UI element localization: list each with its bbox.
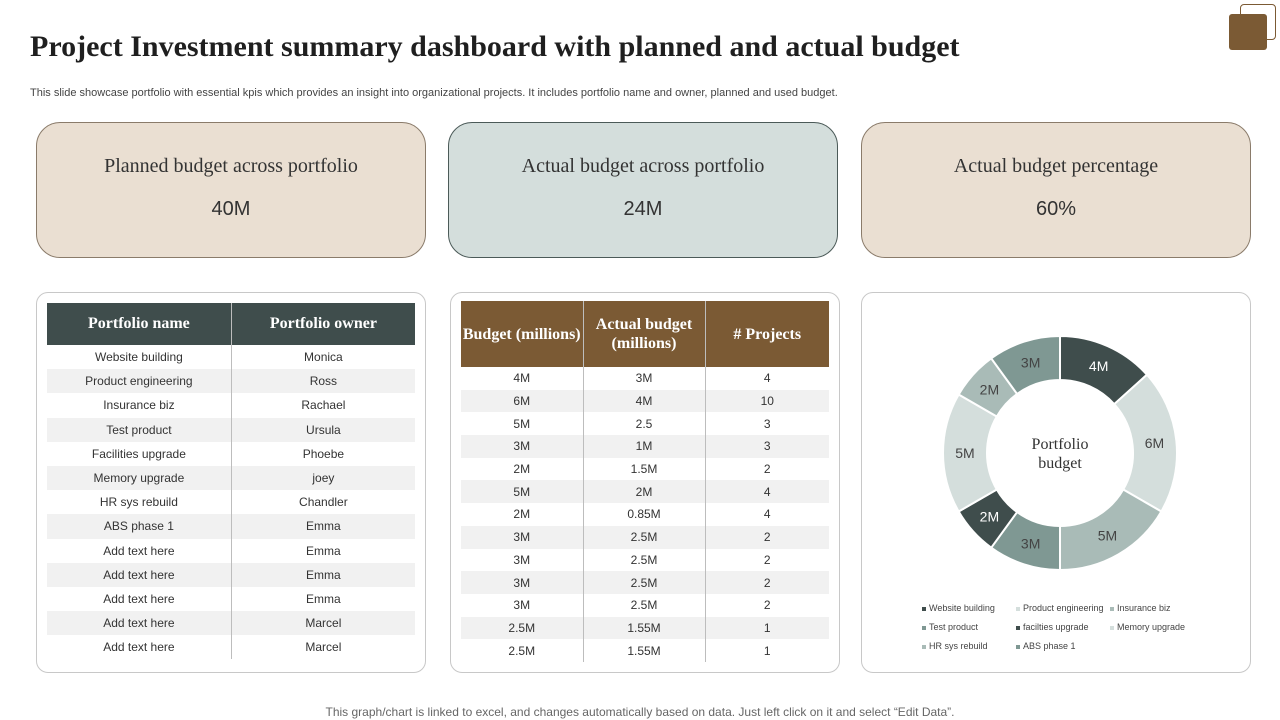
table-cell: Ross	[231, 369, 415, 393]
budget-panel	[450, 292, 840, 673]
legend-swatch	[1110, 607, 1114, 611]
legend-item	[1110, 622, 1185, 632]
slice-label: 3M	[1020, 354, 1041, 371]
chart-panel	[861, 292, 1251, 673]
legend-swatch	[1016, 645, 1020, 649]
table-row	[47, 466, 415, 490]
table-cell: Add text here	[47, 563, 231, 587]
legend-item	[1016, 622, 1089, 632]
table-cell: 2	[763, 552, 771, 567]
legend-label: Test product	[929, 622, 979, 632]
table-cell: Monica	[304, 350, 343, 365]
page-subtitle: This slide showcase portfolio with essential kpis which provides an insight into organizational projects. It includes portfolio name and owner, planned and used budget.	[30, 87, 838, 99]
table-cell: 2	[763, 598, 771, 613]
slice-label: 3M	[1020, 535, 1041, 552]
slice-label: 2M	[979, 508, 1000, 525]
corner-square-decoration	[1229, 14, 1267, 50]
legend-label: Insurance biz	[1117, 603, 1171, 613]
table-cell: 2.5M	[461, 639, 583, 662]
legend-item	[922, 603, 995, 613]
table-cell: Emma	[306, 543, 341, 558]
table-cell: Add text here	[47, 587, 231, 611]
table-cell: 3M	[461, 526, 583, 549]
table-cell: HR sys rebuild	[47, 490, 231, 514]
table-cell: 1M	[583, 435, 705, 458]
table-row	[47, 442, 415, 466]
table-row	[461, 594, 829, 617]
table-cell: 2M	[461, 503, 583, 526]
header-portfolio-owner: Portfolio owner	[231, 303, 415, 345]
table-cell: 2	[705, 526, 829, 549]
table-row	[461, 571, 829, 594]
table-cell: 3M	[461, 571, 583, 594]
header-projects: # Projects	[705, 301, 829, 367]
kpi-value: 24M	[623, 198, 663, 220]
slice-label: 5M	[955, 445, 975, 461]
table-cell: Emma	[231, 514, 415, 538]
table-cell: 2	[705, 571, 829, 594]
table-row	[461, 503, 829, 526]
table-row	[47, 393, 415, 417]
table-cell: Marcel	[305, 640, 342, 655]
page-title: Project Investment summary dashboard with planned and actual budget	[30, 30, 960, 63]
table-cell: Marcel	[231, 611, 415, 635]
slice-label: 6M	[1144, 435, 1165, 452]
table-cell: Product engineering	[47, 369, 231, 393]
legend-label: ABS phase 1	[1023, 641, 1076, 651]
table-cell: Memory upgrade	[47, 466, 231, 490]
legend-label: facilties upgrade	[1023, 622, 1089, 632]
table-row	[461, 549, 829, 572]
table-cell: 5M	[461, 412, 583, 435]
kpi-actual-budget	[448, 122, 838, 258]
table-row	[461, 617, 829, 640]
table-cell: 10	[705, 390, 829, 413]
table-cell: 2M	[461, 458, 583, 481]
table-cell: 3	[705, 435, 829, 458]
table-cell: 0.85M	[583, 503, 705, 526]
table-row	[461, 639, 829, 662]
table-cell: 2.5M	[583, 549, 705, 572]
table-row	[47, 418, 415, 442]
table-cell: Ursula	[231, 418, 415, 442]
table-cell: joey	[231, 466, 415, 490]
table-row	[47, 369, 415, 393]
legend-item	[1110, 603, 1171, 613]
table-cell: 5M	[461, 480, 583, 503]
header-portfolio-name: Portfolio name	[47, 303, 231, 345]
table-cell: Emma	[231, 563, 415, 587]
center-label: budget	[1038, 455, 1082, 472]
table-row	[461, 412, 829, 435]
table-row	[461, 526, 829, 549]
center-label: Portfolio	[1031, 436, 1089, 453]
table-cell: Test product	[47, 418, 231, 442]
table-cell: 4	[763, 371, 771, 386]
table-cell: ABS phase 1	[47, 514, 231, 538]
table-cell: 4M	[583, 390, 705, 413]
table-cell: 1.55M	[583, 617, 705, 640]
table-cell: 2.5M	[461, 617, 583, 640]
table-cell: 2.5	[583, 412, 705, 435]
table-cell: 4M	[461, 367, 583, 390]
kpi-planned-budget	[36, 122, 426, 258]
table-cell: 3M	[583, 367, 705, 390]
table-cell: 2M	[583, 480, 705, 503]
legend-item	[922, 622, 978, 632]
legend-label: HR sys rebuild	[929, 641, 988, 651]
table-row	[461, 480, 829, 503]
kpi-label: Planned budget across portfolio	[104, 155, 358, 177]
legend-swatch	[922, 607, 926, 611]
table-row	[461, 458, 829, 481]
legend-item	[1016, 603, 1104, 613]
slice-label: 5M	[1097, 527, 1118, 544]
donut-chart	[862, 303, 1250, 603]
table-cell: 1	[763, 643, 771, 658]
legend-swatch	[922, 645, 926, 649]
table-row	[47, 635, 415, 659]
table-cell: 3M	[461, 594, 583, 617]
table-cell: Facilities upgrade	[47, 442, 231, 466]
legend-label: Website building	[929, 603, 995, 613]
table-row	[47, 563, 415, 587]
header-budget: Budget (millions)	[461, 301, 583, 367]
table-cell: 1.55M	[583, 639, 705, 662]
table-cell: 6M	[461, 390, 583, 413]
table-cell: Chandler	[299, 495, 348, 510]
header-actual-budget: Actual budget (millions)	[583, 301, 705, 367]
table-cell: 3	[763, 416, 771, 431]
table-cell: 2	[763, 462, 771, 477]
table-row	[47, 345, 415, 369]
table-cell: 2.5M	[583, 526, 705, 549]
table-cell: 1	[705, 617, 829, 640]
table-cell: 4	[705, 480, 829, 503]
table-row	[461, 435, 829, 458]
table-cell: 3M	[461, 435, 583, 458]
budget-table-header	[461, 301, 829, 367]
table-cell: Emma	[306, 591, 341, 606]
table-row	[461, 390, 829, 413]
legend-label: Product engineering	[1023, 603, 1104, 613]
kpi-actual-percentage	[861, 122, 1251, 258]
table-cell: 2.5M	[583, 594, 705, 617]
slice-label: 4M	[1088, 358, 1109, 375]
table-cell: 1.5M	[583, 458, 705, 481]
portfolio-panel	[36, 292, 426, 673]
table-row	[47, 539, 415, 563]
table-cell: Rachael	[301, 398, 346, 413]
table-row	[47, 587, 415, 611]
legend-item	[922, 641, 988, 651]
legend-item	[1016, 641, 1076, 651]
table-cell: Insurance biz	[47, 393, 231, 417]
table-cell: 3M	[461, 549, 583, 572]
table-cell: Add text here	[47, 635, 231, 659]
table-cell: 2.5M	[583, 571, 705, 594]
legend-swatch	[1016, 607, 1020, 611]
table-cell: Phoebe	[302, 446, 345, 461]
table-cell: Add text here	[47, 611, 231, 635]
legend-swatch	[1110, 626, 1114, 630]
budget-table	[461, 301, 829, 662]
legend-label: Memory upgrade	[1117, 622, 1186, 632]
footer-note: This graph/chart is linked to excel, and changes automatically based on data. Just left click on it and select “Edit Data”.	[325, 705, 955, 719]
legend-swatch	[1016, 626, 1020, 630]
table-cell: Website building	[47, 345, 231, 369]
table-row	[47, 490, 415, 514]
table-row	[47, 514, 415, 538]
table-cell: Add text here	[47, 539, 231, 563]
table-row	[461, 367, 829, 390]
legend-swatch	[922, 626, 926, 630]
table-cell: 4	[763, 507, 771, 522]
kpi-label: Actual budget across portfolio	[521, 155, 765, 177]
kpi-label: Actual budget percentage	[953, 155, 1159, 177]
kpi-value: 40M	[211, 198, 251, 220]
portfolio-table	[47, 303, 415, 659]
table-row	[47, 611, 415, 635]
slice-label: 2M	[979, 381, 1000, 398]
kpi-value: 60%	[1035, 198, 1077, 220]
portfolio-table-header	[47, 303, 415, 345]
